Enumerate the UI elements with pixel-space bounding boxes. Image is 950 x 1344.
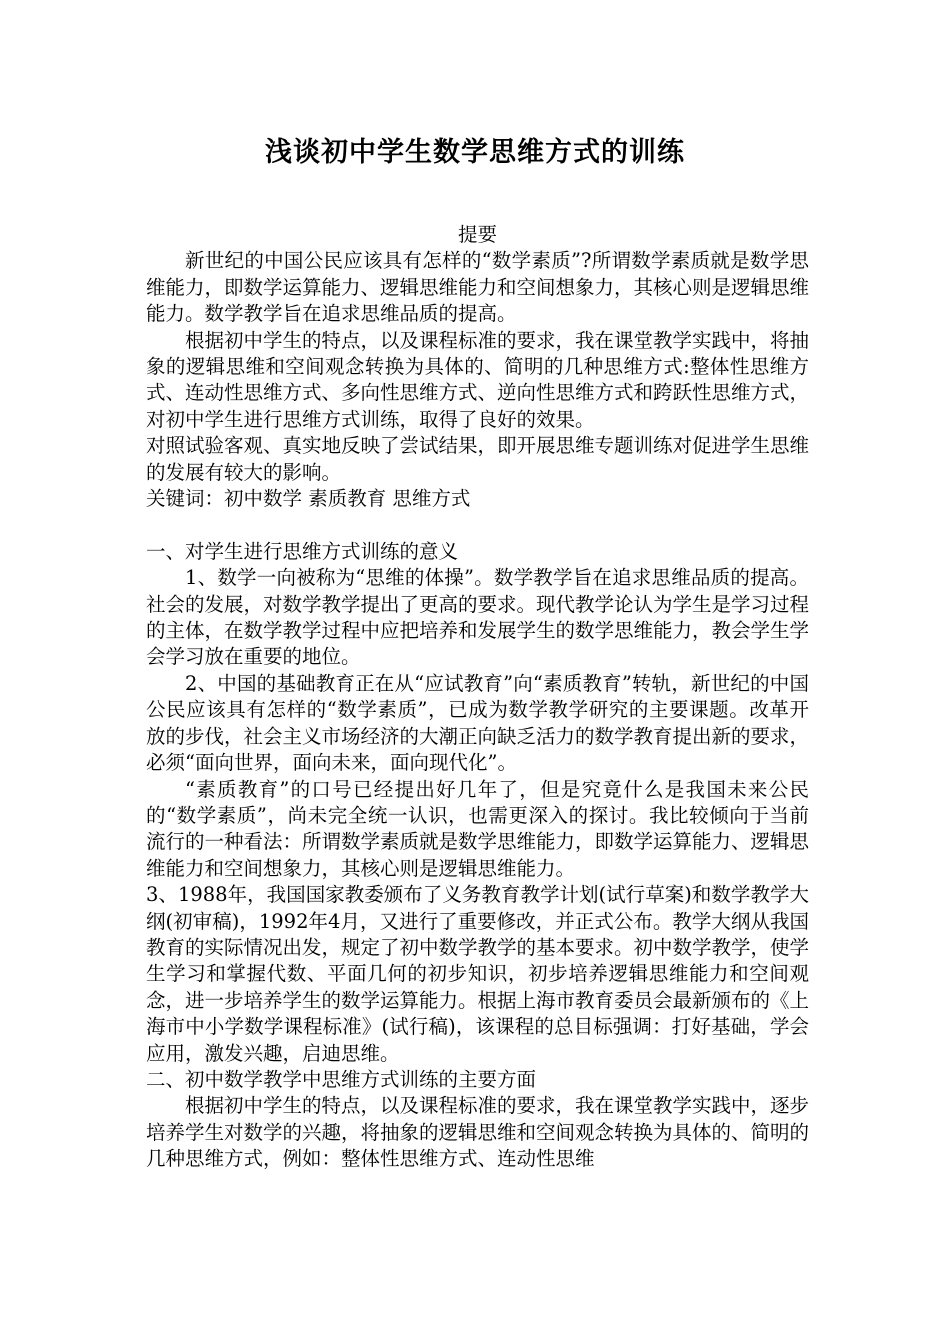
abstract-paragraph: 新世纪的中国公民应该具有怎样的“数学素质”?所谓数学素质就是数学思维能力，即数学运算能力、逻辑思维能力和空间想象力，其核心则是逻辑思维能力。数学教学旨在追求思维品质的提高。: [146, 249, 810, 326]
body-paragraph: 2、中国的基础教育正在从“应试教育”向“素质教育”转轨，新世纪的中国公民应该具有怎样的“数学素质”，已成为数学教学研究的主要课题。改革开放的步伐，社会主义市场经济的大潮正向缺乏活力的数学教育提出新的要求，必须“面向世界，面向未来，面向现代化”。: [146, 671, 810, 775]
document-title: 浅谈初中学生数学思维方式的训练: [265, 137, 685, 168]
section-heading: 二、初中数学教学中思维方式训练的主要方面: [146, 1067, 537, 1091]
abstract-paragraph: 根据初中学生的特点，以及课程标准的要求，我在课堂教学实践中，将抽象的逻辑思维和空间观念转换为具体的、简明的几种思维方式:整体性思维方式、连动性思维方式、多向性思维方式、逆向性思维方式和跨跃性思维方式，对初中学生进行思维方式训练，取得了良好的效果。: [146, 328, 810, 431]
blank-line: [146, 512, 809, 538]
body-paragraph: 1、数学一向被称为“思维的体操”。数学教学旨在追求思维品质的提高。社会的发展，对数学教学提出了更高的要求。现代教学论认为学生是学习过程的主体，在数学教学过程中应把培养和发展学生的数学思维能力，教会学生学会学习放在重要的地位。: [146, 566, 810, 669]
body-paragraph: “素质教育”的口号已经提出好几年了，但是究竟什么是我国未来公民的“数学素质”，尚未完全统一认识，也需更深入的探讨。我比较倾向于当前流行的一种看法：所谓数学素质就是数学思维能力，即数学运算能力、逻辑思维能力和空间想象力，其核心则是逻辑思维能力。: [146, 777, 810, 880]
abstract-heading: 提要: [457, 223, 497, 246]
document-body: [146, 222, 809, 1173]
abstract-paragraph: 对照试验客观、真实地反映了尝试结果，即开展思维专题训练对促进学生思维的发展有较大的影响。: [146, 434, 810, 484]
section-heading: 一、对学生进行思维方式训练的意义: [146, 539, 459, 563]
keywords-line: 关键词：初中数学 素质教育 思维方式: [146, 487, 471, 511]
body-paragraph: 3、1988年，我国国家教委颁布了义务教育教学计划(试行草案)和数学教学大纲(初审稿)，1992年4月，又进行了重要修改，并正式公布。教学大纲从我国教育的实际情况出发，规定了初中数学教学的基本要求。初中数学教学，使学生学习和掌握代数、平面几何的初步知识，初步培养逻辑思维能力和空间观念，进一步培养学生的数学运算能力。根据上海市教育委员会最新颁布的《上海市中小学数学课程标准》(试行稿)，该课程的总目标强调：打好基础，学会应用，激发兴趣，启迪思维。: [146, 883, 810, 1065]
body-paragraph: 根据初中学生的特点，以及课程标准的要求，我在课堂教学实践中，逐步培养学生对数学的兴趣，将抽象的逻辑思维和空间观念转换为具体的、简明的几种思维方式，例如：整体性思维方式、连动性思维: [146, 1094, 810, 1171]
